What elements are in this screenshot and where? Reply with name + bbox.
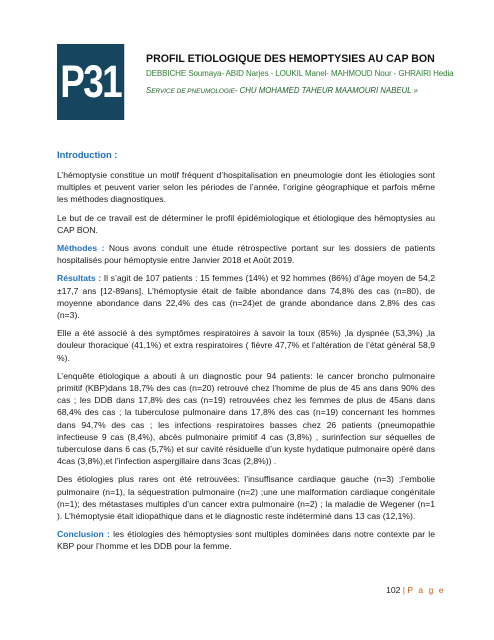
conclusion-text: les étiologies des hémoptysies sont multiples dominées dans notre contexte par le KBP pour l’homme et les DDB pour la femme.	[57, 529, 435, 552]
conclusion-paragraph	[57, 528, 435, 552]
resultats-label: Résultats :	[57, 273, 102, 284]
affiliation-prefix: S	[146, 86, 152, 95]
resultats-paragraph-4: Des étiologies plus rares ont été retrouvées: l’insuffisance cardiaque gauche (n=3) ;l’embolie pulmonaire (n=1), la séquestration pulmonaire (n=2) ;une une malformation cardiaque congénitale (n=1); des métastases multiples d’un cancer extra pulmonaire (n=2) ; la maladie de Wegener (n=1 ). L’hémoptysie était idiopathique dans et le diagnostic reste indéterminé dans 13 cas (12,1%).	[57, 474, 435, 522]
methodes-text: Nous avons conduit une étude rétrospective portant sur les dossiers de patients hospitalisés pour hémoptysie entre Janvier 2018 et Août 2019.	[57, 243, 436, 266]
introduction-paragraph-2: Le but de ce travail est de déterminer le profil épidémiologique et étiologique des hémoptysies au CAP BON.	[57, 212, 435, 235]
methodes-paragraph	[57, 242, 435, 266]
methodes-label: Méthodes :	[57, 243, 105, 254]
introduction-heading: Introduction :	[57, 149, 118, 160]
page-number: 102	[386, 585, 401, 595]
page-footer	[386, 585, 445, 595]
introduction-paragraph-1: L’hémoptysie constitue un motif fréquent d’hospitalisation en pneumologie dont les étiologies sont multiples et peuvent varier selon les périodes de l’année, l’origine géographique et parfois même les méthodes diagnostiques.	[57, 170, 435, 205]
conclusion-label: Conclusion :	[57, 529, 110, 540]
affiliation-rest: - CHU MOHAMED TAHEUR MAAMOURI NABEUL »	[234, 86, 418, 95]
affiliation-small-caps: ERVICE DE PNEUMOLOGIE	[151, 88, 235, 95]
page-word: P a g e	[407, 585, 445, 595]
article-authors: DEBBICHE Soumaya- ABID Narjes - LOUKIL Manel- MAHMOUD Nour - GHRAIRI Hedia	[146, 69, 454, 78]
article-body	[57, 149, 435, 559]
resultats-text: Il s’agit de 107 patients : 15 femmes (14%) et 92 hommes (86%) d’âge moyen de 54,2 ±17,7 ans [12-89ans]. L’hémoptysie était de faible abondance dans 74,8% des cas (n=80), de moyenne abondance dans 22,4% des cas (n=24)et de grande abondance dans 2,8% des cas (n=3).	[57, 273, 435, 321]
resultats-paragraph-1	[57, 272, 435, 321]
article-affiliation	[146, 86, 476, 95]
article-title: PROFIL ETIOLOGIQUE DES HEMOPTYSIES AU CAP BON	[146, 53, 435, 65]
footer-separator: |	[402, 585, 406, 595]
resultats-paragraph-2: Elle a été associé à des symptômes respiratoires à savoir la toux (85%) ,la dyspnée (53,3%) ,la douleur thoracique (41,1%) et extra respiratoires ( fièvre 47,7% et l’altération de l’état général 58,9 %).	[57, 328, 435, 363]
article-badge: P31	[57, 44, 124, 120]
resultats-paragraph-3: L’enquête étiologique a abouti à un diagnostic pour 94 patients: le cancer broncho pulmonaire primitif (KBP)dans 18,7% des cas (n=20) retrouvé chez l’homme de plus de 45 ans dans 90% des cas ; les DDB dans 17,8% des cas (n=19) retrouvées chez les femmes de plus de 45ans dans 68,4% des cas ; la tuberculose pulmonaire dans 17,8% des cas (n=19) concernant les hommes dans 94,7% des cas ; les infections respiratoires basses chez 26 patients (pneumopathie infectieuse 9 cas (8,4%), abcès pulmonaire primitif 4 cas (3,8%) , surinfection sur séquelles de tuberculose dans 6 cas (5,7%) et sur cavité résiduelle d’un kyste hydatique pulmonaire opéré dans 4cas (3,8%),et l’infection aspergillaire dans 3cas (2,8%)) .	[57, 370, 435, 467]
article-header	[146, 53, 476, 95]
